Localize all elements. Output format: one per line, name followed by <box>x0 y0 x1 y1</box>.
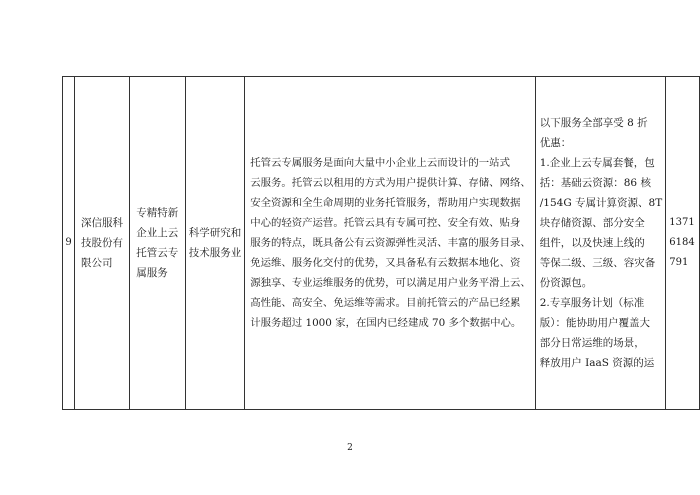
description-line: 高性能、高安全、免运维等需求。目前托管云的产品已经累 <box>250 297 521 309</box>
discount-line: 块存储资源、部分安全 <box>539 217 645 229</box>
discount-line: 2.专享服务计划（标准 <box>539 297 645 309</box>
service-tag-cell <box>130 77 185 410</box>
discount-details <box>536 113 666 373</box>
phone-cell <box>666 77 700 410</box>
service-table <box>62 76 700 410</box>
page-number: 2 <box>347 443 353 453</box>
description-line: 源独享、专业运维服务的优势，可以满足用户业务平滑上云、 <box>250 277 531 289</box>
company-cell <box>75 77 130 410</box>
discount-line: 等保二级、三级、容灾备 <box>539 257 656 269</box>
contact-phone: 13716184791 <box>669 217 695 268</box>
service-description <box>245 153 535 333</box>
discount-line: 优惠： <box>539 137 572 149</box>
description-line: 托管云专属服务是面向大量中小企业上云而设计的一站式 <box>250 157 510 169</box>
tag-line: 属服务 <box>136 267 168 279</box>
table-row <box>63 77 700 410</box>
description-line: 安全资源和全生命周期的业务托管服务，帮助用户实现数据 <box>250 197 521 209</box>
tag-line: 企业上云 <box>136 227 179 239</box>
discount-cell <box>535 77 666 410</box>
description-cell <box>245 77 536 410</box>
tag-line: 专精特新 <box>136 207 179 219</box>
description-line: 计服务超过 1000 家，在国内已经建成 70 多个数据中心。 <box>250 317 522 329</box>
description-line: 免运维、服务化交付的优势，又具备私有云数据本地化、资 <box>250 257 521 269</box>
discount-line: 部分日常运维的场景， <box>539 337 645 349</box>
company-line: 深信服科 <box>81 217 123 229</box>
discount-line: 1.企业上云专属套餐，包 <box>539 157 655 169</box>
discount-line: 版）：能协助用户覆盖大 <box>539 317 650 329</box>
company-line: 限公司 <box>81 257 113 269</box>
discount-line: 组件，以及快速上线的 <box>539 237 645 249</box>
industry-line: 技术服务业 <box>188 247 242 259</box>
tag-line: 托管云专 <box>136 247 179 259</box>
discount-line: 以下服务全部享受 8 折 <box>539 117 648 129</box>
row-number-cell <box>63 77 75 410</box>
row-number: 9 <box>65 237 72 248</box>
industry-line: 科学研究和 <box>188 227 242 239</box>
description-line: 云服务。托管云以租用的方式为用户提供计算、存储、网络、 <box>250 177 531 189</box>
industry-cell <box>185 77 245 410</box>
description-line: 服务的特点，既具备公有云资源弹性灵活、丰富的服务目录、 <box>250 237 531 249</box>
company-name <box>75 213 129 273</box>
company-line: 技股份有 <box>81 237 123 249</box>
discount-line: /154G 专属计算资源、8T <box>539 197 663 209</box>
discount-line: 括：基础云资源：86 核 <box>539 177 651 189</box>
service-tag <box>130 203 184 283</box>
description-line: 中心的轻资产运营。托管云具有专属可控、安全有效、贴身 <box>250 217 521 229</box>
industry <box>186 223 245 263</box>
discount-line: 释放用户 IaaS 资源的运 <box>539 357 655 369</box>
discount-line: 份资源包。 <box>539 277 593 289</box>
